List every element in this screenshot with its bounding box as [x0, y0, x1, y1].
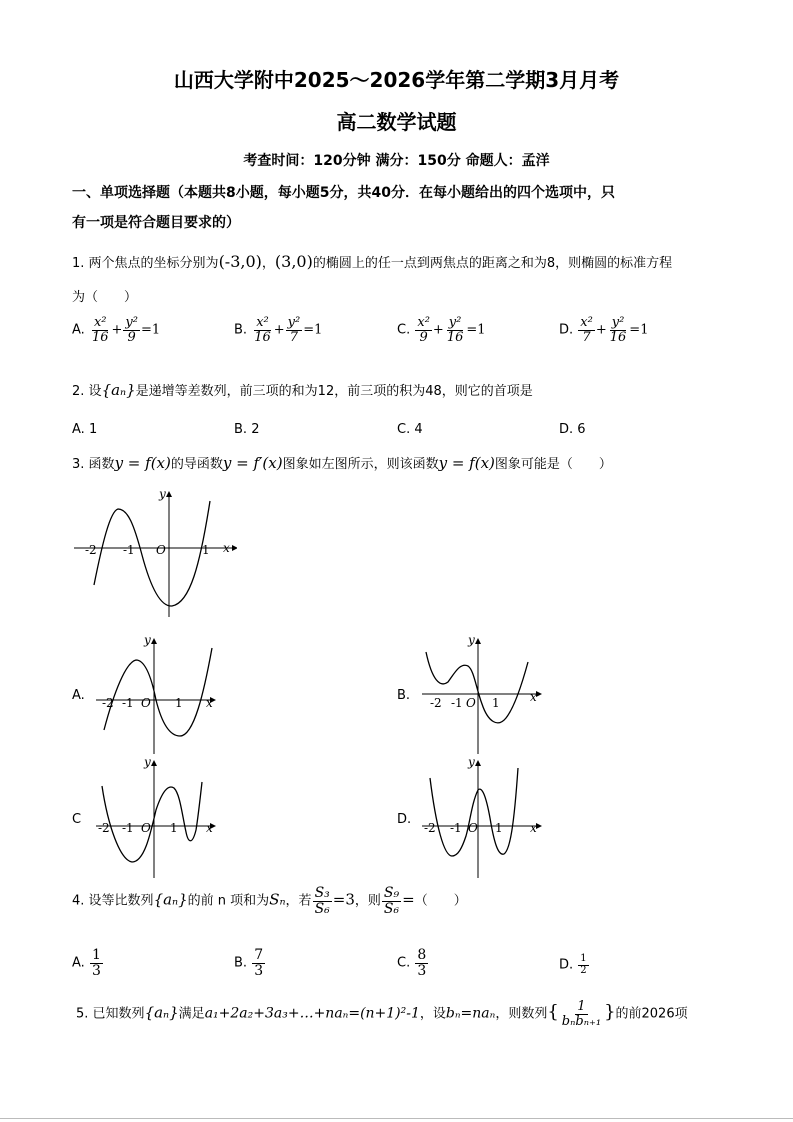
q4-number: 4. — [72, 893, 85, 909]
frac-den: 7 — [289, 329, 299, 345]
graph-y-label: y — [468, 756, 475, 769]
option-label: C. — [397, 955, 411, 971]
q2-sequence: {aₙ} — [101, 381, 136, 399]
equation-rhs: =1 — [466, 322, 486, 338]
option-label: D. — [559, 422, 574, 437]
graph-y-label: y — [468, 633, 475, 647]
frac-den: 16 — [609, 329, 627, 345]
option-label: D. — [559, 957, 574, 973]
q1-option-c[interactable]: C. $\frac{\text{x²}}{9}$ + $\frac{\text{y²}}{16}$ =1 — [397, 315, 486, 345]
option-label: A. — [72, 955, 85, 971]
graph-x-label: x — [206, 696, 213, 710]
option-label: C. — [397, 322, 411, 338]
frac-den: 9 — [419, 329, 428, 345]
exam-title: 山西大学附中2025～2026学年第二学期3月月考 — [173, 68, 620, 92]
frac-num: 1 — [580, 953, 587, 964]
q4-text-a: 设等比数列 — [88, 893, 154, 909]
q3-option-b-label[interactable]: B. — [397, 688, 411, 703]
option-value: 6 — [577, 422, 586, 437]
q1-text-c: 为（ ） — [72, 290, 138, 305]
q2-option-b[interactable] — [234, 422, 259, 437]
section-heading-line2: 有一项是符合题目要求的） — [72, 215, 240, 231]
q1-number: 1. — [72, 256, 85, 271]
graph-tick-1: 1 — [175, 696, 183, 710]
option-label: D. — [559, 322, 574, 338]
option-label: B. — [234, 955, 248, 971]
frac-num: x² — [580, 315, 593, 330]
q4-sum: Sₙ — [269, 890, 286, 909]
q3-number: 3. — [72, 457, 85, 472]
q1-option-d[interactable]: D. $\frac{\text{x²}}{7}$ + $\frac{\text{y²}}{16}$ =1 — [559, 315, 649, 345]
q3-option-b-graph[interactable] — [418, 632, 548, 757]
q4-option-b[interactable] — [234, 948, 266, 978]
section-heading-line1: 一、单项选择题（本题共8小题，每小题5分，共40分．在每小题给出的四个选项中，只 — [72, 185, 615, 201]
frac-num: x² — [417, 315, 430, 330]
q5-text-e: 的前2026项 — [615, 1006, 688, 1022]
q5-frac-den: bₙbₙ₊₁ — [561, 1013, 602, 1029]
frac-num: x² — [93, 315, 107, 330]
graph-tick-neg1: -1 — [123, 543, 135, 557]
frac-den: 16 — [91, 329, 109, 345]
option-value: 1 — [88, 422, 98, 437]
graph-origin-label: O — [156, 543, 166, 557]
q4-text-d: ，则 — [354, 893, 381, 909]
graph-x-label: x — [530, 821, 537, 835]
derivative-graph — [72, 485, 237, 625]
q4-ratio-den: S₆ — [314, 900, 330, 917]
graph-y-label: y — [159, 487, 166, 501]
frac-num: y² — [611, 315, 625, 330]
option-label: B. — [234, 322, 248, 338]
q4-text-b: 的前 n 项和为 — [187, 893, 270, 909]
q4-ratio-value: =3 — [332, 890, 355, 909]
graph-origin-label: O — [141, 821, 151, 835]
q5-text-d: ，则数列 — [495, 1006, 548, 1022]
graph-tick-1: 1 — [202, 543, 210, 557]
q2-option-d[interactable] — [559, 422, 586, 437]
q3-text-d: 图象可能是（ ） — [494, 457, 612, 472]
question-1 — [72, 252, 672, 271]
q4-ask-den: S₆ — [383, 900, 400, 917]
option-value: 4 — [414, 422, 423, 437]
equation-rhs: =1 — [303, 322, 323, 338]
graph-tick-neg1: -1 — [450, 821, 462, 835]
exam-subtitle: 高二数学试题 — [336, 110, 457, 134]
option-label: C. — [397, 422, 411, 437]
graph-origin-label: O — [468, 821, 478, 835]
graph-tick-neg1: -1 — [122, 696, 134, 710]
graph-tick-neg2: -2 — [102, 696, 114, 710]
q3-option-c-label[interactable]: C — [72, 812, 82, 827]
q2-option-c[interactable] — [397, 422, 423, 437]
q5-text-b: 满足 — [178, 1006, 205, 1022]
equation-rhs: =1 — [629, 322, 649, 338]
frac-num: x² — [256, 315, 269, 330]
graph-tick-1: 1 — [170, 821, 178, 835]
q2-text-a: 设 — [88, 384, 102, 399]
frac-num: 7 — [254, 947, 264, 963]
q3-text-c: 图象如左图所示，则该函数 — [282, 457, 439, 472]
graph-x-label: x — [223, 541, 230, 555]
frac-num: y² — [125, 315, 138, 330]
frac-num: y² — [287, 315, 301, 330]
q4-option-a[interactable] — [72, 948, 104, 978]
q5-frac-num: 1 — [577, 999, 586, 1014]
graph-y-label: y — [144, 633, 151, 647]
q3-function-1: y = f(x) — [114, 454, 171, 472]
q4-option-c[interactable] — [397, 948, 429, 978]
q2-number: 2. — [72, 384, 85, 399]
graph-tick-1: 1 — [495, 821, 503, 835]
graph-tick-neg2: -2 — [424, 821, 436, 835]
q3-option-d-graph[interactable] — [418, 756, 548, 881]
q4-ratio-num: S₃ — [314, 885, 330, 901]
q4-text-e: （ ） — [414, 893, 467, 909]
q4-sequence: {aₙ} — [153, 890, 188, 909]
graph-x-label: x — [206, 821, 213, 835]
frac-den: 2 — [580, 964, 587, 976]
q1-text-a: 两个焦点的坐标分别为 — [88, 256, 219, 271]
q5-bn-def: bₙ=naₙ — [445, 1005, 496, 1022]
q4-ask-num: S₉ — [383, 885, 400, 901]
frac-den: 16 — [446, 329, 464, 345]
option-value: 2 — [251, 422, 260, 437]
option-label: A. — [72, 422, 85, 437]
q3-option-a-label[interactable]: A. — [72, 688, 85, 703]
q3-option-a-graph[interactable] — [92, 632, 222, 757]
q5-text-a: 已知数列 — [92, 1006, 145, 1022]
graph-tick-neg2: -2 — [98, 821, 110, 835]
graph-tick-neg2: -2 — [430, 696, 442, 710]
question-4 — [72, 886, 467, 916]
q3-text-a: 函数 — [88, 457, 115, 472]
graph-tick-1: 1 — [492, 696, 500, 710]
q1-point-1: (-3,0) — [218, 252, 262, 271]
option-label: A. — [72, 322, 85, 338]
q5-equation: a₁+2a₂+3a₃+…+naₙ=(n+1)²-1 — [204, 1005, 420, 1022]
q3-function-2: y = f′(x) — [222, 454, 283, 472]
question-3 — [72, 453, 612, 472]
option-label: B. — [234, 422, 248, 437]
q2-option-a[interactable] — [72, 422, 97, 437]
frac-num: 1 — [91, 947, 101, 963]
frac-num: y² — [448, 315, 462, 330]
q5-text-c: ，设 — [419, 1006, 446, 1022]
q5-sequence: {aₙ} — [144, 1003, 179, 1022]
q1-option-a[interactable]: A. $\frac{\text{x²}}{16}$ + $\frac{\text{y²}}{9}$ =1 — [72, 315, 161, 345]
q1-sep: ， — [261, 256, 275, 271]
q3-text-b: 的导函数 — [170, 457, 223, 472]
q1-point-2: (3,0) — [274, 252, 313, 271]
question-5: 5. 已知数列{aₙ}满足a₁+2a₂+3a₃+…+naₙ=(n+1)²-1，设bₙ=naₙ，则数列{ $\frac{1}{\text{bₙbₙ₊₁}}$ }的前2026项 — [76, 999, 688, 1029]
q3-option-c-graph[interactable] — [92, 756, 222, 881]
q4-equals: = — [402, 890, 415, 909]
graph-origin-label: O — [466, 696, 476, 710]
q4-option-d[interactable] — [559, 954, 590, 976]
q1-text-b: 的椭圆上的任一点到两焦点的距离之和为8，则椭圆的标准方程 — [312, 256, 673, 271]
frac-den: 3 — [91, 962, 101, 979]
q5-number: 5. — [76, 1006, 89, 1022]
q3-function-3: y = f(x) — [438, 454, 495, 472]
graph-tick-neg2: -2 — [85, 543, 97, 557]
graph-tick-neg1: -1 — [451, 696, 463, 710]
graph-tick-neg1: -1 — [122, 821, 134, 835]
page-bottom-rule — [0, 1118, 793, 1119]
frac-den: 3 — [254, 962, 264, 979]
equation-rhs: =1 — [140, 322, 161, 338]
graph-x-label: x — [530, 690, 537, 704]
frac-num: 8 — [417, 947, 427, 963]
frac-den: 16 — [254, 329, 271, 345]
q3-option-d-label[interactable]: D. — [397, 812, 412, 827]
graph-y-label: y — [144, 756, 151, 769]
frac-den: 3 — [417, 962, 427, 979]
question-2 — [72, 380, 533, 399]
exam-info: 考查时间：120分钟 满分：150分 命题人：孟洋 — [243, 153, 550, 169]
q1-option-b[interactable]: B. $\frac{\text{x²}}{16}$ + $\frac{\text{y²}}{7}$ =1 — [234, 315, 323, 345]
q4-text-c: ，若 — [285, 893, 312, 909]
q2-text-b: 是递增等差数列，前三项的和为12，前三项的积为48，则它的首项是 — [135, 384, 533, 399]
frac-den: 9 — [127, 329, 136, 345]
graph-origin-label: O — [141, 696, 151, 710]
frac-den: 7 — [582, 329, 591, 345]
